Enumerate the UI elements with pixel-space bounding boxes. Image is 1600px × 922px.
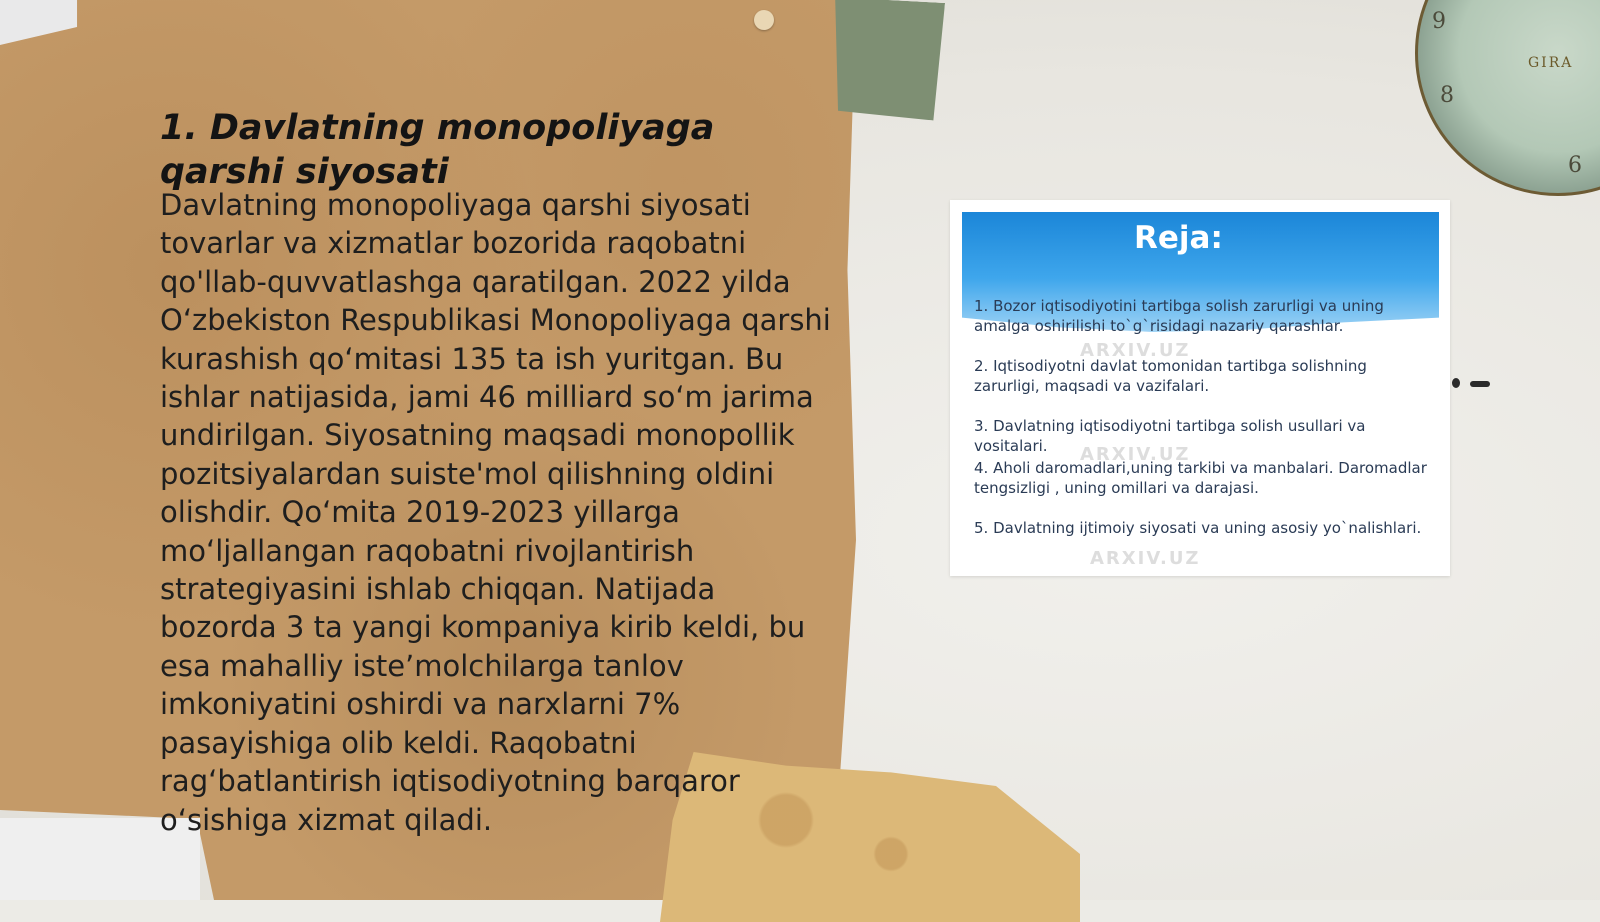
clock-number: 8 [1440,83,1454,108]
clock-face-text: GIRA [1528,55,1574,71]
ink-dash-decoration [1470,381,1490,387]
reja-list-item: 3. Davlatning iqtisodiyotni tartibga solish usullari va vositalari. [974,417,1366,455]
green-tape-decoration [829,0,945,121]
reja-title: Reja: [1134,220,1223,256]
watermark-text: ARXIV.UZ [1080,444,1191,465]
ink-dot-decoration [1452,378,1460,388]
reja-list-item: 5. Davlatning ijtimoiy siyosati va uning asosiy yo`nalishlari. [974,519,1422,537]
reja-list-item: 1. Bozor iqtisodiyotini tartibga solish zarurligi va uning amalga oshirilishi to`g`risidagi nazariy qarashlar. [974,297,1384,335]
reja-image-card [950,200,1450,576]
clock-number: 9 [1432,9,1446,34]
reja-list-item: 2. Iqtisodiyotni davlat tomonidan tartibga solishning zarurligi, maqsadi va vazifalari. [974,357,1367,395]
clock-number: 6 [1568,153,1582,178]
watermark-text: ARXIV.UZ [1090,548,1201,569]
slide-body-text: Davlatning monopoliyaga qarshi siyosati tovarlar va xizmatlar bozorida raqobatni qo'llab-quvvatlashga qaratilgan. 2022 yilda O‘zbekiston Respublikasi Monopoliyaga qarshi kurashish qo‘mitasi 135 ta ish yuritgan. Bu ishlar natijasida, jami 46 milliard so‘m jarima undirilgan. Siyosatning maqsadi monopollik pozitsiyalardan suiste'mol qilishning oldini olishdir. Qo‘mita 2019-2023 yillarga mo‘ljallangan raqobatni rivojlantirish strategiyasini ishlab chiqqan. Natijada bozorda 3 ta yangi kompaniya kirib keldi, bu esa mahalliy iste’molchilarga tanlov imkoniyatini oshirdi va narxlarni 7% pasayishiga olib keldi. Raqobatni rag‘batlantirish iqtisodiyotning barqaror o‘sishiga xizmat qiladi. [160,188,831,837]
slide-title: 1. Davlatning monopoliyaga qarshi siyosati [160,108,715,192]
reja-list [974,296,1434,558]
watermark-text: ARXIV.UZ [1080,340,1191,361]
pin-decoration [754,10,774,30]
reja-list-item: 4. Aholi daromadlari,uning tarkibi va manbalari. Daromadlar tengsizligi , uning omillari va darajasi. [974,459,1427,497]
